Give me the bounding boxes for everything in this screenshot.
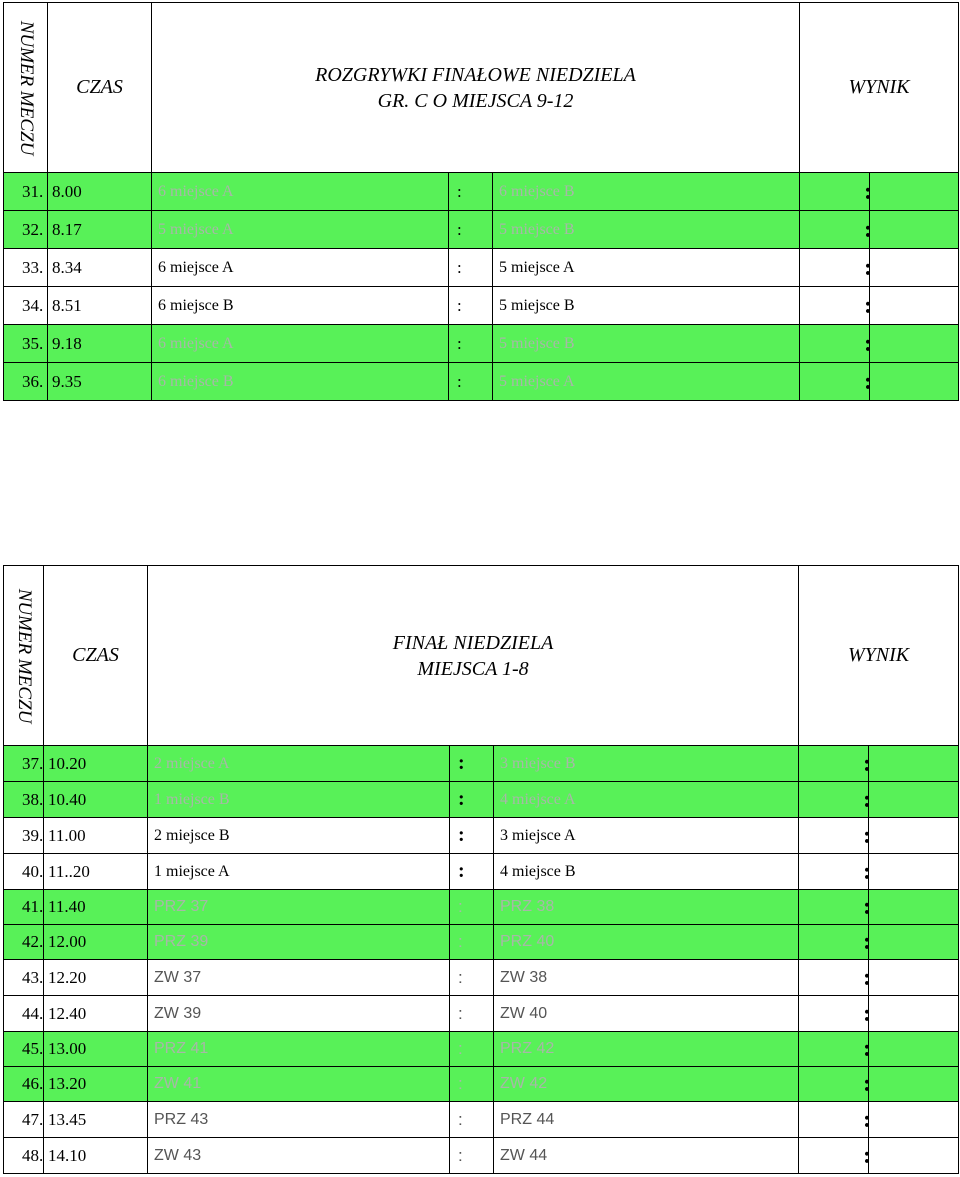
match-number: 33. [4, 249, 48, 287]
match-number: 46. [4, 1067, 44, 1102]
team-separator: : [450, 782, 494, 818]
header-title [152, 3, 800, 173]
table-row [4, 173, 959, 211]
header-match-number-label: NUMER MECZU [13, 588, 35, 723]
match-time: 8.17 [48, 211, 152, 249]
match-time: 13.00 [44, 1032, 148, 1067]
result-cell[interactable]: : [799, 818, 869, 854]
header-result: WYNIK [800, 3, 959, 173]
team-separator: : [450, 746, 494, 782]
header-title-line1: ROZGRYWKI FINAŁOWE NIEDZIELA [315, 63, 636, 86]
table-row [4, 925, 959, 960]
result-extra [869, 746, 959, 782]
team-away: 3 miejsce B [494, 746, 799, 782]
team-separator: : [449, 211, 493, 249]
table-row [4, 1067, 959, 1102]
result-cell[interactable]: : [800, 325, 870, 363]
team-separator: : [450, 1067, 494, 1102]
match-time: 12.00 [44, 925, 148, 960]
team-away: ZW 38 [494, 960, 799, 996]
match-time: 11.00 [44, 818, 148, 854]
team-home: 1 miejsce A [148, 854, 450, 890]
team-separator: : [449, 325, 493, 363]
team-away: 6 miejsce B [493, 173, 800, 211]
result-extra [870, 287, 959, 325]
team-home: PRZ 37 [148, 890, 450, 925]
match-time: 13.45 [44, 1102, 148, 1138]
team-home: 6 miejsce A [152, 173, 449, 211]
table-row [4, 363, 959, 401]
team-separator: : [449, 287, 493, 325]
team-separator: : [450, 1032, 494, 1067]
result-cell[interactable]: : [799, 1102, 869, 1138]
match-number: 48. [4, 1138, 44, 1174]
team-home: 5 miejsce A [152, 211, 449, 249]
result-extra [870, 325, 959, 363]
team-away: PRZ 38 [494, 890, 799, 925]
result-extra [869, 960, 959, 996]
result-cell[interactable]: : [799, 746, 869, 782]
team-away: 5 miejsce B [493, 325, 800, 363]
schedule-table-final [3, 565, 959, 1174]
result-extra [869, 890, 959, 925]
match-number: 35. [4, 325, 48, 363]
team-home: 2 miejsce B [148, 818, 450, 854]
match-number: 41. [4, 890, 44, 925]
team-away: 5 miejsce A [493, 363, 800, 401]
table-row [4, 890, 959, 925]
team-home: PRZ 43 [148, 1102, 450, 1138]
team-away: PRZ 40 [494, 925, 799, 960]
match-time: 9.18 [48, 325, 152, 363]
result-cell[interactable]: : [799, 996, 869, 1032]
team-separator: : [449, 363, 493, 401]
table-row [4, 818, 959, 854]
table-row [4, 1102, 959, 1138]
match-number: 43. [4, 960, 44, 996]
header-match-number [4, 566, 44, 746]
team-away: PRZ 42 [494, 1032, 799, 1067]
team-home: 6 miejsce B [152, 363, 449, 401]
team-away: 4 miejsce B [494, 854, 799, 890]
table-row [4, 854, 959, 890]
result-cell[interactable]: : [799, 1067, 869, 1102]
team-separator: : [450, 1102, 494, 1138]
match-time: 8.00 [48, 173, 152, 211]
result-cell[interactable]: : [800, 249, 870, 287]
match-number: 45. [4, 1032, 44, 1067]
header-time: CZAS [44, 566, 148, 746]
match-number: 36. [4, 363, 48, 401]
team-home: PRZ 39 [148, 925, 450, 960]
match-time: 10.40 [44, 782, 148, 818]
team-home: ZW 37 [148, 960, 450, 996]
table-row [4, 1138, 959, 1174]
match-number: 37. [4, 746, 44, 782]
result-extra [869, 818, 959, 854]
team-home: 6 miejsce B [152, 287, 449, 325]
result-extra [869, 996, 959, 1032]
result-extra [869, 1032, 959, 1067]
team-separator: : [450, 1138, 494, 1174]
header-match-number-label: NUMER MECZU [15, 20, 37, 155]
team-away: 4 miejsce A [494, 782, 799, 818]
team-separator: : [450, 996, 494, 1032]
match-time: 10.20 [44, 746, 148, 782]
team-away: 5 miejsce A [493, 249, 800, 287]
table-row [4, 960, 959, 996]
match-time: 8.51 [48, 287, 152, 325]
result-extra [869, 854, 959, 890]
match-number: 42. [4, 925, 44, 960]
header-time: CZAS [48, 3, 152, 173]
team-home: 1 miejsce B [148, 782, 450, 818]
team-separator: : [449, 173, 493, 211]
table-row [4, 1032, 959, 1067]
result-cell[interactable]: : [799, 925, 869, 960]
result-cell[interactable]: : [800, 363, 870, 401]
result-cell[interactable]: : [799, 854, 869, 890]
result-extra [869, 925, 959, 960]
result-cell[interactable]: : [799, 1138, 869, 1174]
header-result: WYNIK [799, 566, 959, 746]
team-separator: : [450, 925, 494, 960]
team-away: ZW 42 [494, 1067, 799, 1102]
table-row [4, 746, 959, 782]
header-match-number [4, 3, 48, 173]
result-extra [870, 363, 959, 401]
result-cell[interactable]: : [799, 960, 869, 996]
result-cell[interactable]: : [799, 890, 869, 925]
table-row [4, 249, 959, 287]
match-number: 34. [4, 287, 48, 325]
match-time: 14.10 [44, 1138, 148, 1174]
team-away: 3 miejsce A [494, 818, 799, 854]
team-separator: : [450, 890, 494, 925]
result-extra [869, 1102, 959, 1138]
result-extra [869, 1138, 959, 1174]
match-time: 9.35 [48, 363, 152, 401]
header-title-line2: GR. C O MIEJSCA 9-12 [377, 89, 574, 112]
result-extra [870, 173, 959, 211]
team-away: ZW 44 [494, 1138, 799, 1174]
result-cell[interactable]: : [800, 173, 870, 211]
table-row [4, 782, 959, 818]
team-home: ZW 43 [148, 1138, 450, 1174]
team-separator: : [450, 854, 494, 890]
header-title [148, 566, 799, 746]
result-extra [870, 249, 959, 287]
schedule-table-gr-c [3, 2, 959, 401]
result-cell[interactable]: : [800, 211, 870, 249]
table-row [4, 996, 959, 1032]
match-number: 39. [4, 818, 44, 854]
match-time: 11..20 [44, 854, 148, 890]
table-header-row [4, 566, 959, 746]
match-time: 11.40 [44, 890, 148, 925]
team-separator: : [450, 960, 494, 996]
team-away: PRZ 44 [494, 1102, 799, 1138]
result-extra [870, 211, 959, 249]
result-cell[interactable]: : [800, 287, 870, 325]
match-time: 12.40 [44, 996, 148, 1032]
team-home: 2 miejsce A [148, 746, 450, 782]
match-time: 8.34 [48, 249, 152, 287]
table-row [4, 325, 959, 363]
team-home: 6 miejsce A [152, 325, 449, 363]
team-home: ZW 39 [148, 996, 450, 1032]
table-row [4, 287, 959, 325]
result-cell[interactable]: : [799, 1032, 869, 1067]
match-number: 32. [4, 211, 48, 249]
match-time: 12.20 [44, 960, 148, 996]
team-separator: : [450, 818, 494, 854]
team-separator: : [449, 249, 493, 287]
header-title-line1: FINAŁ NIEDZIELA [392, 631, 554, 654]
result-extra [869, 1067, 959, 1102]
result-cell[interactable]: : [799, 782, 869, 818]
match-number: 31. [4, 173, 48, 211]
result-extra [869, 782, 959, 818]
match-number: 44. [4, 996, 44, 1032]
team-away: 5 miejsce B [493, 287, 800, 325]
match-number: 38. [4, 782, 44, 818]
team-home: ZW 41 [148, 1067, 450, 1102]
match-time: 13.20 [44, 1067, 148, 1102]
match-number: 40. [4, 854, 44, 890]
team-away: ZW 40 [494, 996, 799, 1032]
match-number: 47. [4, 1102, 44, 1138]
team-home: 6 miejsce A [152, 249, 449, 287]
team-away: 5 miejsce B [493, 211, 800, 249]
team-home: PRZ 41 [148, 1032, 450, 1067]
table-row [4, 211, 959, 249]
header-title-line2: MIEJSCA 1-8 [417, 657, 529, 680]
table-header-row [4, 3, 959, 173]
